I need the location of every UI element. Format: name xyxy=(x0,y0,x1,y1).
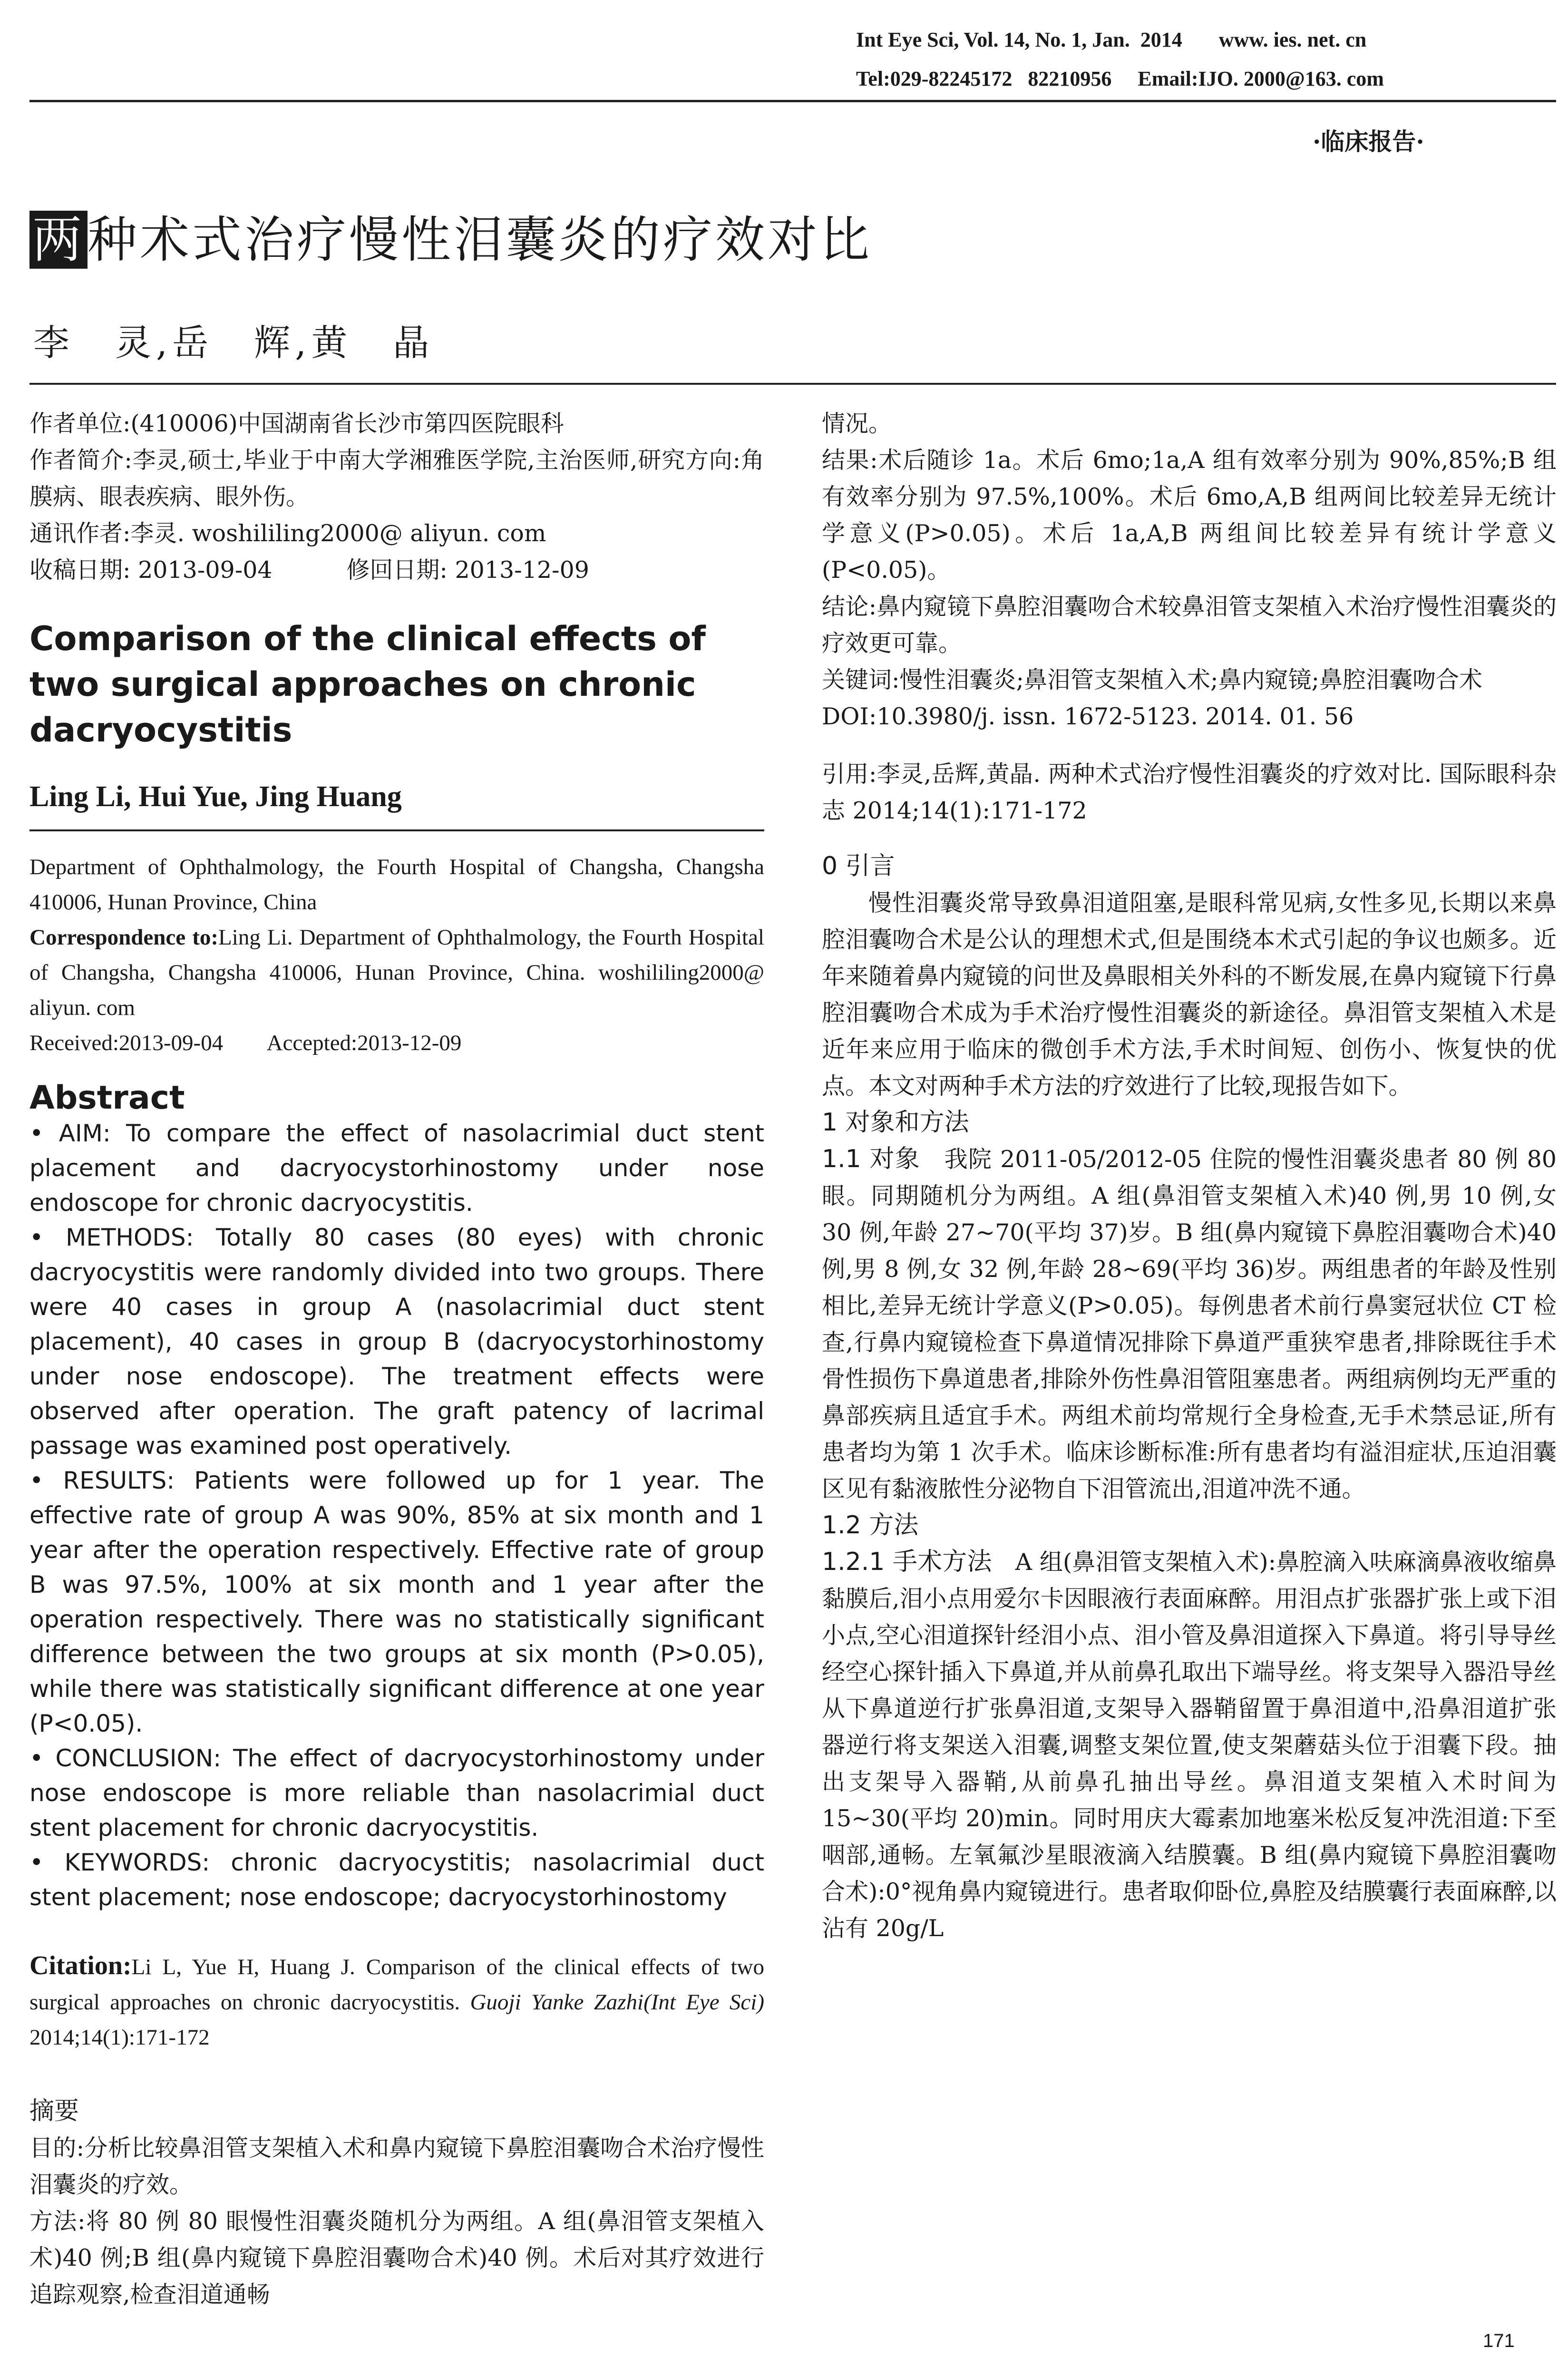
cn-abstract-heading: 摘要 xyxy=(29,2097,79,2125)
page-number: 171 xyxy=(1483,2330,1515,2351)
author-rule xyxy=(29,815,764,831)
section-1-2-1-label: 1.2.1 手术方法 xyxy=(822,1548,992,1576)
section-label: ·临床报告· xyxy=(1313,127,1424,156)
section-1-1 xyxy=(822,1141,1557,1507)
citation xyxy=(29,1948,764,2055)
header-rule xyxy=(29,100,1556,102)
cn-results: 结果:术后随诊 1a。术后 6mo;1a,A 组有效率分别为 90%,85%;B 组有效率分别为 97.5%,100%。术后 6mo,A,B 组两间比较差异无统计学意义(P>0.05)。术后 1a,A,B 两组间比较差异有统计学意义(P<0.05)。 xyxy=(822,447,1557,584)
section-1-1-label: 1.1 对象 xyxy=(822,1145,921,1173)
citation-tail: 2014;14(1):171-172 xyxy=(29,2025,210,2050)
affiliation-unit: 作者单位:(410006)中国湖南省长沙市第四医院眼科 xyxy=(29,410,564,437)
correspondence xyxy=(29,920,764,1025)
citation-label: Citation: xyxy=(29,1951,132,1980)
right-column xyxy=(822,405,1557,1947)
abstract-keywords: • KEYWORDS: chronic dacryocystitis; nasolacrimial duct stent placement; nose endoscope; dacryocystorhinostomy xyxy=(29,1849,764,1911)
abstract-aim: • AIM: To compare the effect of nasolacrimial duct stent placement and dacryocystorhinostomy under nose endoscope for chronic dacryocystitis. xyxy=(29,1120,764,1217)
cn-citation: 引用:李灵,岳辉,黄晶. 两种术式治疗慢性泪囊炎的疗效对比. 国际眼科杂志 2014;14(1):171-172 xyxy=(822,760,1557,824)
abstract-conclusion: • CONCLUSION: The effect of dacryocystorhinostomy under nose endoscope is more reliable than nasolacrimial duct stent placement for chronic dacryocystitis. xyxy=(29,1744,764,1841)
citation-text: Li L, Yue H, Huang J. Comparison of the clinical effects of two surgical approaches on chronic dacryocystitis. xyxy=(29,1955,764,2015)
section-1-2-1-text: A 组(鼻泪管支架植入术):鼻腔滴入呋麻滴鼻液收缩鼻黏膜后,泪小点用爱尔卡因眼液行表面麻醉。用泪点扩张器扩张上或下泪小点,空心泪道探针经泪小点、泪小管及鼻泪道探入下鼻道。将引导导丝经空心探针插入下鼻道,并从前鼻孔取出下端导丝。将支架导入器沿导丝从下鼻道逆行扩张鼻泪道,支架导入器鞘留置于鼻泪道中,沿鼻泪道扩张器逆行将支架送入泪囊,调整支架位置,使支架蘑菇头位于泪囊下段。抽出支架导入器鞘,从前鼻孔抽出导丝。鼻泪道支架植入术时间为 15~30(平均 20)min。同时用庆大霉素加地塞米松反复冲洗泪道:下至咽部,通畅。左氧氟沙星眼液滴入结膜囊。B 组(鼻内窥镜下鼻腔泪囊吻合术):0°视角鼻内窥镜进行。患者取仰卧位,鼻腔及结膜囊行表面麻醉,以沾有 20g/L xyxy=(822,1549,1557,1942)
cn-cont: 情况。 xyxy=(822,410,892,437)
affiliation-bio: 作者简介:李灵,硕士,毕业于中南大学湘雅医学院,主治医师,研究方向:角膜病、眼表疾病、眼外伤。 xyxy=(29,447,764,510)
title-rest: 种术式治疗慢性泪囊炎的疗效对比 xyxy=(88,211,873,269)
correspondence-text: Ling Li. Department of Ophthalmology, the Fourth Hospital of Changsha, Changsha 410006, Hunan Province, China. woshililing2000@ aliyun. com xyxy=(29,925,764,1020)
correspondence-label: Correspondence to: xyxy=(29,925,219,950)
cn-keywords: 关键词:慢性泪囊炎;鼻泪管支架植入术;鼻内窥镜;鼻腔泪囊吻合术 xyxy=(822,666,1483,693)
english-title: Comparison of the clinical effects of two surgical approaches on chronic dacryocystitis xyxy=(29,619,706,750)
page-title xyxy=(29,200,872,271)
section-1-2-1 xyxy=(822,1544,1557,1947)
section-0-text: 慢性泪囊炎常导致鼻泪道阻塞,是眼科常见病,女性多见,长期以来鼻腔泪囊吻合术是公认的理想术式,但是围绕本术式引起的争议也颇多。近年来随着鼻内窥镜的问世及鼻眼相关外科的不断发展,在鼻内窥镜下行鼻腔泪囊吻合术成为手术治疗慢性泪囊炎的新途径。鼻泪管支架植入术是近年来应用于临床的微创手术方法,手术时间短、创伤小、恢复快的优点。本文对两种手术方法的疗效进行了比较,现报告如下。 xyxy=(822,889,1557,1100)
department: Department of Ophthalmology, the Fourth Hospital of Changsha, Changsha 410006, Hunan Province, China xyxy=(29,855,764,915)
title-first-char: 两 xyxy=(29,211,88,269)
journal-contact: Tel:029-82245172 82210956 Email:IJO. 2000@163. com xyxy=(856,67,1384,90)
section-0-heading: 0 引言 xyxy=(822,852,895,880)
doi: DOI:10.3980/j. issn. 1672-5123. 2014. 01. 56 xyxy=(822,703,1354,730)
section-1-heading: 1 对象和方法 xyxy=(822,1108,969,1137)
citation-journal: Guoji Yanke Zazhi(Int Eye Sci) xyxy=(470,1990,764,2015)
affiliation-corr: 通讯作者:李灵. woshililing2000@ aliyun. com xyxy=(29,520,546,547)
received-dates: Received:2013-09-04 Accepted:2013-12-09 xyxy=(29,1031,462,1055)
authors-cn: 李 灵,岳 辉,黄 晶 xyxy=(33,321,434,364)
cn-methods: 方法:将 80 例 80 眼慢性泪囊炎随机分为两组。A 组(鼻泪管支架植入术)40 例;B 组(鼻内窥镜下鼻腔泪囊吻合术)40 例。术后对其疗效进行追踪观察,检查泪道通畅 xyxy=(29,2208,764,2308)
abstract-methods: • METHODS: Totally 80 cases (80 eyes) with chronic dacryocystitis were randomly divided into two groups. There were 40 cases in group A (nasolacrimial duct stent placement), 40 cases in group B (dacryocystorhinostomy under nose endoscope). The treatment effects were observed after operation. The graft patency of lacrimal passage was examined post operatively. xyxy=(29,1224,764,1460)
section-1-1-text: 我院 2011-05/2012-05 住院的慢性泪囊炎患者 80 例 80 眼。同期随机分为两组。A 组(鼻泪管支架植入术)40 例,男 10 例,女 30 例,年龄 27~70(平均 37)岁。B 组(鼻内窥镜下鼻腔泪囊吻合术)40 例,男 8 例,女 32 例,年龄 28~69(平均 36)岁。两组患者的年龄及性别相比,差异无统计学意义(P>0.05)。每例患者术前行鼻窦冠状位 CT 检查,行鼻内窥镜检查下鼻道情况排除下鼻道严重狭窄患者,排除既往手术骨性损伤下鼻道患者,排除外伤性鼻泪管阻塞患者。两组病例均无严重的鼻部疾病且适宜手术。两组术前均常规行全身检查,无手术禁忌证,所有患者均为第 1 次手术。临床诊断标准:所有患者均有溢泪症状,压迫泪囊区见有黏液脓性分泌物自下泪管流出,泪道冲洗不通。 xyxy=(822,1146,1557,1502)
title-rule xyxy=(29,383,1556,385)
affiliation-dates: 收稿日期: 2013-09-04 修回日期: 2013-12-09 xyxy=(29,556,589,584)
section-1-2-heading: 1.2 方法 xyxy=(822,1511,919,1539)
english-authors: Ling Li, Hui Yue, Jing Huang xyxy=(29,780,402,813)
journal-info: Int Eye Sci, Vol. 14, No. 1, Jan. 2014 www. ies. net. cn xyxy=(856,28,1367,51)
cn-aim: 目的:分析比较鼻泪管支架植入术和鼻内窥镜下鼻腔泪囊吻合术治疗慢性泪囊炎的疗效。 xyxy=(29,2134,764,2198)
abstract-results: • RESULTS: Patients were followed up for 1 year. The effective rate of group A was 90%, 85% at six month and 1 year after the operation respectively. Effective rate of group B was 97.5%, 100% at six month and 1 year after the operation respectively. There was no statistically significant difference between the two groups at six month (P>0.05), while there was statistically significant difference at one year (P<0.05). xyxy=(29,1467,764,1737)
cn-conclusion: 结论:鼻内窥镜下鼻腔泪囊吻合术较鼻泪管支架植入术治疗慢性泪囊炎的疗效更可靠。 xyxy=(822,593,1557,657)
abstract-heading: Abstract xyxy=(29,1079,185,1117)
left-column xyxy=(29,405,764,2313)
